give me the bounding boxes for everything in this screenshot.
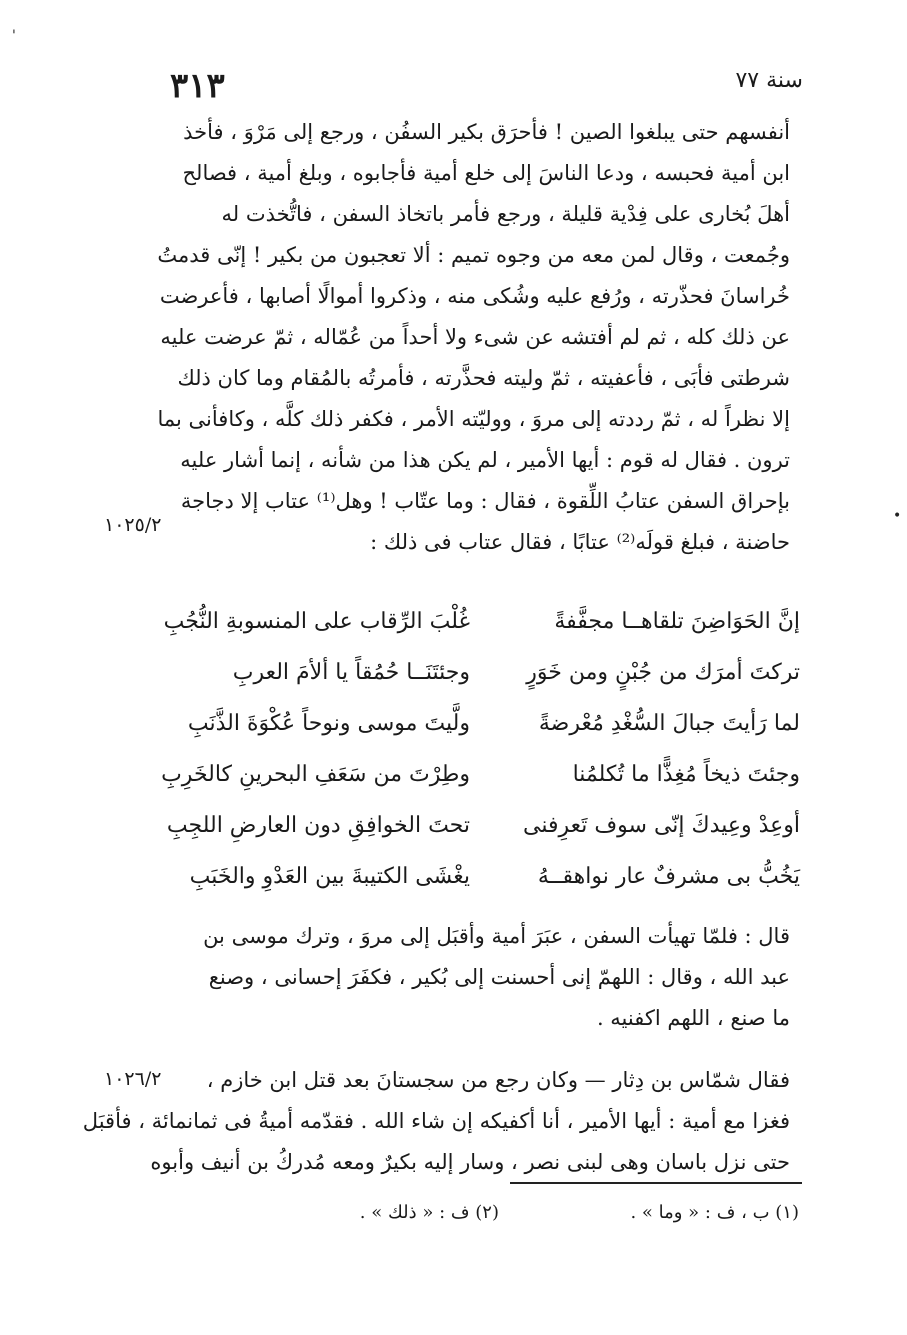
verse-line [170,698,800,749]
text-line: فغزا مع أمية : أيها الأمير ، أنا أكفيكه إن شاء الله . فقدّمه أميةُ فى ثمانمائة ، فأقبَل [82,1109,790,1133]
text-line: إلا نظراً له ، ثمّ رددته إلى مروَ ، ووليّته الأمر ، فكفر ذلك كلَّه ، وكافأنى بما [157,407,790,431]
verse-first-hemistich: أوعِدْ وعِيدكَ إنّى سوف تَعرِفنى [523,813,800,838]
text-line: شرطتى فأبَى ، فأعفيته ، ثمّ وليته فحذَّرته ، فأمرتُه بالمُقام وما كان ذلك [177,366,790,390]
poem [161,596,800,902]
verse-line [170,851,800,902]
verse-second-hemistich: وطِرْتَ من سَعَفِ البحرينِ كالخَرِبِ [161,762,470,787]
text-line: فقال شمّاس بن دِثار — وكان رجع من سجستانَ بعد قتل ابن خازم ، [206,1068,790,1092]
verse-line [166,800,800,851]
text-line: أهلَ بُخارى على فِدْية قليلة ، ورجع فأمر باتخاذ السفن ، فاتُّخذت له [221,202,790,226]
verse-line [163,596,800,647]
year-label: سنة ٧٧ [735,68,803,93]
margin-page-ref: ١٠٢٦/٢ [104,1068,162,1090]
text-line: قال : فلمّا تهيأت السفن ، عبَرَ أمية وأقبَل إلى مروَ ، وترك موسى بن [203,924,790,948]
margin-page-ref: ١٠٢٥/٢ [104,514,162,536]
verse-first-hemistich: تركتَ أمرَك من جُبْنٍ ومن خَوَرٍ [526,660,800,685]
page-number: ٣١٣ [170,66,225,106]
text-line: عن ذلك كله ، ثم لم أفتشه عن شىء ولا أحداً من عُمّاله ، ثمّ عرضت عليه [160,325,790,349]
verse-second-hemistich: غُلْبَ الرِّقاب على المنسوبةِ النُّجُبِ [163,609,470,634]
verse-first-hemistich: وجئتَ ذيخاً مُغِذًّا ما تُكلمُنا [572,762,800,787]
text-line: ما صنع ، اللهم اكفنيه . [596,1006,790,1030]
scan-mark-side: • [893,508,902,524]
footnote-divider [510,1182,802,1184]
verse-second-hemistich: وجئتَنَــا حُمُقاً يا ألأمَ العربِ [232,660,470,685]
verse-second-hemistich: تحتَ الخوافِقِ دون العارضِ اللجِبِ [166,813,470,838]
verse-second-hemistich: يغْشَى الكتيبةَ بين العَدْوِ والخَبَبِ [189,864,470,889]
verse-line [170,647,800,698]
text-line: ترون . فقال له قوم : أيها الأمير ، لم يكن هذا من شأنه ، إنما أشار عليه [180,448,790,472]
verse-first-hemistich: إنَّ الحَوَاضِنَ تلقاهــا مجفَّفةً [554,609,800,634]
text-line: حتى نزل باسان وهى لبنى نصر ، وسار إليه بكيرٌ ومعه مُدركُ بن أنيف وأبوه [150,1150,790,1174]
paragraph-1 [157,112,790,563]
scan-mark-top: ' [12,28,16,44]
footnote-1: (١) ب ، ف : « وما » . [630,1202,799,1223]
verse-line [161,749,800,800]
paragraph-2 [160,916,790,1039]
text-line: بإحراق السفن عتابُ اللِّقوة ، فقال : وما عتّاب ! وهل⁽¹⁾ عتاب إلا دجاجة [180,489,790,513]
text-line: خُراسانَ فحذّرته ، ورُفع عليه وشُكى منه ، وذكروا أموالًا أصابها ، فأعرضت [159,284,790,308]
footnote-2: (٢) ف : « ذلك » . [359,1202,499,1223]
text-line: عبد الله ، وقال : اللهمّ إنى أحسنت إلى بُكير ، فكفَرَ إحسانى ، وصنع [208,965,790,989]
text-line: وجُمعت ، وقال لمن معه من وجوه تميم : ألا تعجبون من بكير ! إنّى قدمتُ [157,243,790,267]
text-line: أنفسهم حتى يبلغوا الصين ! فأحرَق بكير السفُن ، ورجع إلى مَرْوَ ، فأخذ [183,120,790,144]
verse-second-hemistich: ولَّيتَ موسى ونوحاً عُكْوَةَ الذَّنَبِ [187,711,470,736]
text-line: حاضنة ، فبلغ قولَه⁽²⁾ عتابًا ، فقال عتاب فى ذلك : [370,530,790,554]
verse-first-hemistich: لما رَأيتَ جبالَ السُّغْدِ مُعْرضةً [538,711,800,736]
text-line: ابن أمية فحبسه ، ودعا الناسَ إلى خلع أمية فأجابوه ، وبلغ أمية ، فصالح [182,161,790,185]
verse-first-hemistich: يَخُبُّ بى مشرفٌ عار نواهقــهُ [537,864,800,889]
